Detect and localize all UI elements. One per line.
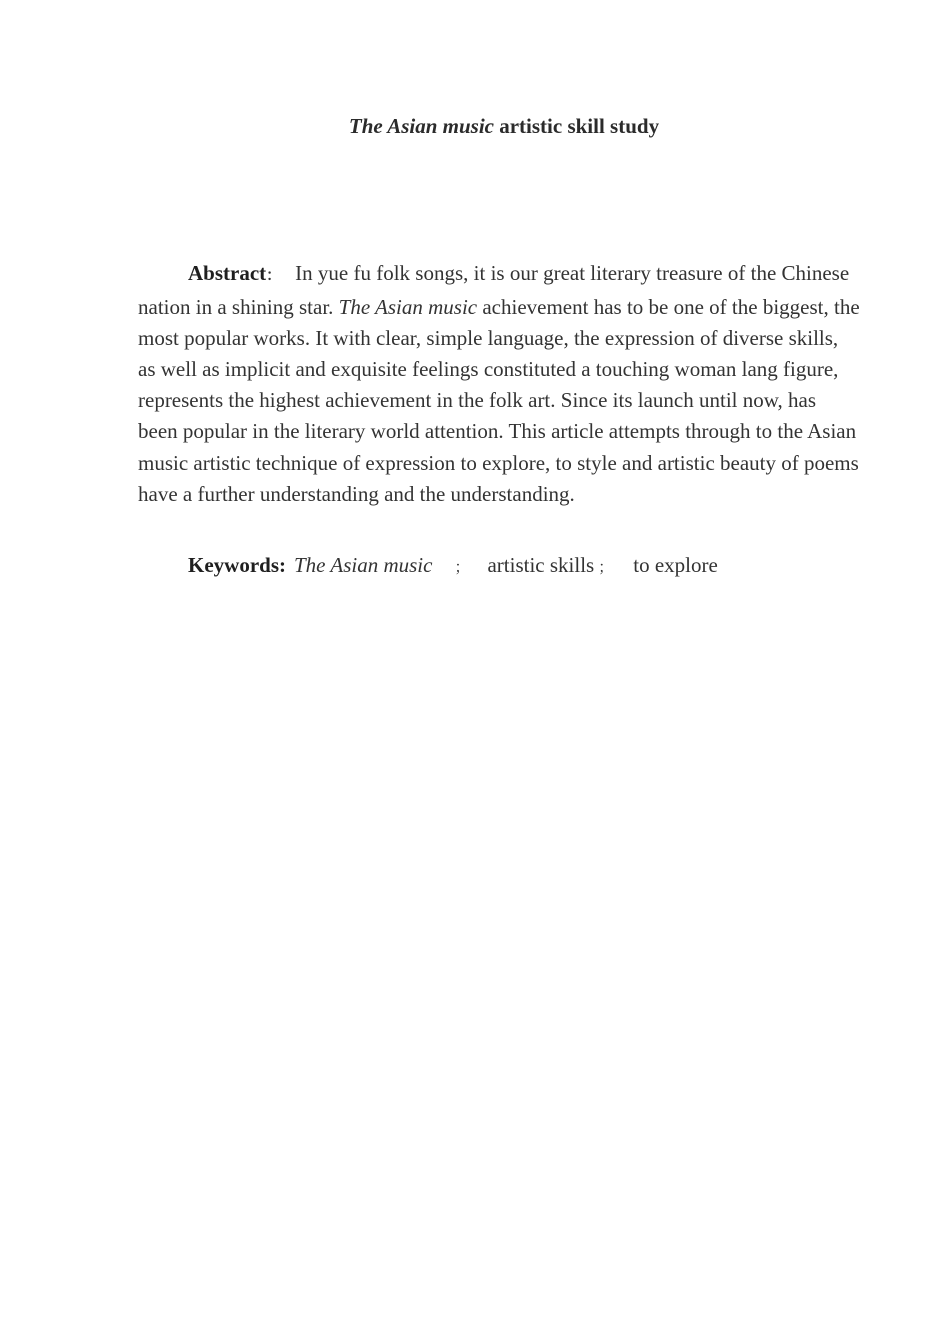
abstract-label: Abstract [188, 261, 267, 285]
abstract-paragraph [138, 258, 860, 510]
abstract-italic: The Asian music [338, 295, 478, 320]
abstract-text-2: achievement has to be one of the biggest, the most popular works. It with clear, simple language, the expression of diverse skills, as well as implicit and exquisite feelings constituted a touching woman lang figure, represents the highest achievement in the folk art. Since its launch until now, has been popular in the literary world attention. This article attempts through to the Asian music artistic technique of expression to explore, to style and artistic beauty of poems have a further understanding and the understanding. [138, 295, 860, 506]
keyword-3: to explore [633, 553, 718, 577]
keyword-1: The Asian music [294, 553, 433, 577]
keyword-separator: ； [454, 560, 470, 576]
title-rest: artistic skill study [493, 114, 660, 138]
keywords-line [188, 550, 888, 584]
abstract-colon: ： [266, 268, 282, 284]
keywords-label: Keywords: [188, 553, 286, 577]
title-italic: The Asian music [348, 114, 494, 138]
page-title [0, 112, 950, 140]
abstract-text-1: In yue fu folk songs, it is our great literary treasure of the Chinese nation in a shining star. [138, 261, 850, 320]
keyword-separator: ； [598, 560, 614, 576]
keyword-2: artistic skills [487, 553, 595, 577]
